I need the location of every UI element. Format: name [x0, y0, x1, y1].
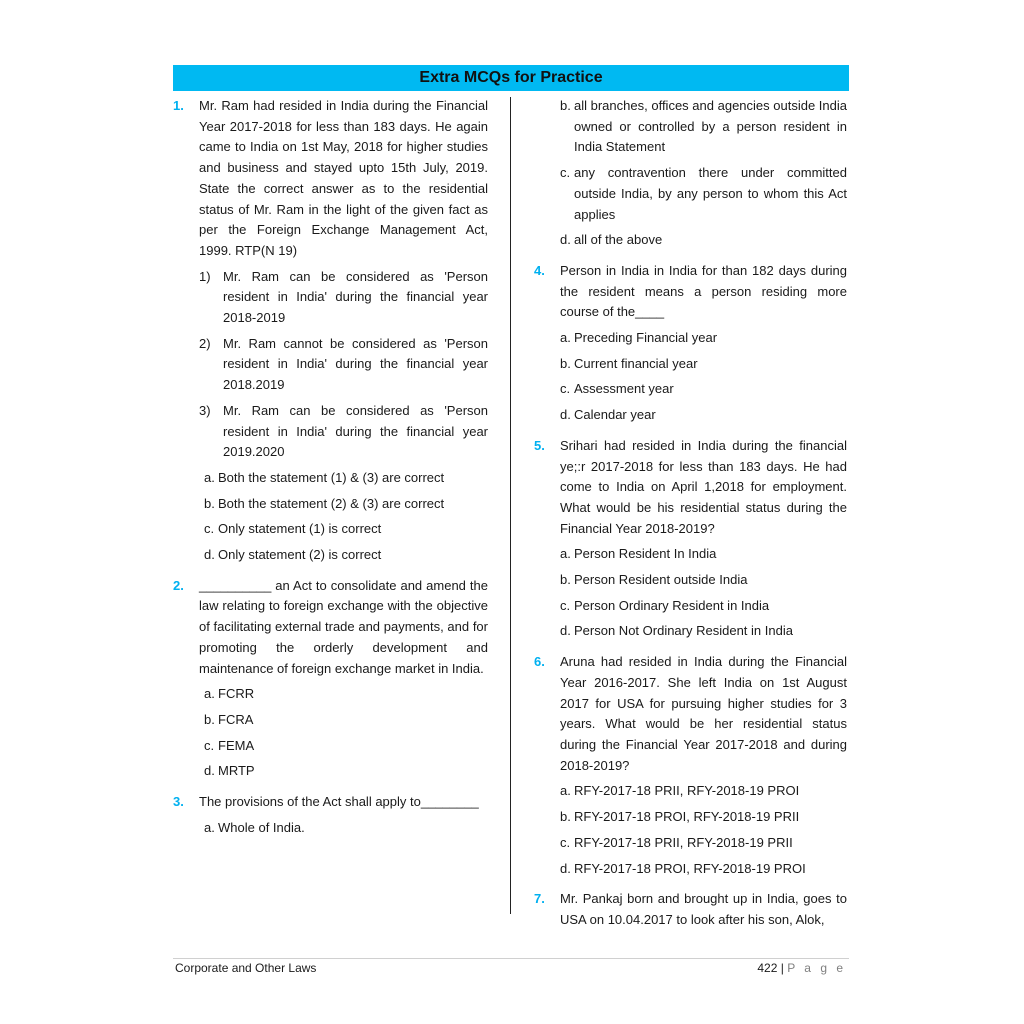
option: d. Only statement (2) is correct — [204, 547, 382, 563]
question-text: Mr. Ram had resided in India during the Financial Year 2017-2018 for less than 183 days. He again came to India on 1st May, 2018 for higher studies and business and stayed upto 15th July, 2019. State the correct answer as to the residential status of Mr. Ram in the light of the given fact as per the Foreign Exchange Management Act, 1999. RTP(N 19) — [199, 98, 488, 258]
question-4 — [534, 261, 847, 431]
option: a. RFY-2017-18 PRII, RFY-2018-19 PROI — [560, 783, 800, 799]
option: c. Only statement (1) is correct — [204, 521, 382, 537]
question-6 — [534, 652, 847, 884]
option: b. FCRA — [204, 711, 254, 727]
option: b. Both the statement (2) & (3) are correct — [204, 495, 445, 511]
question-5 — [534, 436, 847, 647]
question-text: Mr. Pankaj born and brought up in India, goes to USA on 10.04.2017 to look after his son, Alok, — [560, 891, 847, 927]
question-number: 7. — [534, 891, 545, 907]
question-text: The provisions of the Act shall apply to________ — [199, 794, 479, 810]
left-column — [173, 96, 488, 849]
option: d. Calendar year — [560, 407, 656, 423]
question-1 — [173, 96, 488, 571]
page-separator: | — [780, 961, 784, 975]
footer-divider — [173, 958, 849, 959]
question-text: Aruna had resided in India during the Financial Year 2016-2017. She left India on 1st August 2017 for USA for pursuing higher studies for 3 years. What would be her residential status during the Financial Year 2017-2018 and during 2018-2019? — [560, 654, 847, 773]
option: d. MRTP — [204, 763, 255, 779]
option: b. all branches, offices and agencies outside India owned or controlled by a person resident in India Statement — [560, 98, 847, 155]
option: a. Preceding Financial year — [560, 330, 718, 346]
option: b. Current financial year — [560, 355, 698, 371]
question-text: __________ an Act to consolidate and amend the law relating to foreign exchange with the objective of facilitating external trade and payments, and for promoting the orderly development and maintenance of foreign exchange market in India. — [199, 577, 488, 676]
statement: 1) Mr. Ram can be considered as 'Person resident in India' during the financial year 2018-2019 — [199, 268, 488, 326]
footer-page — [757, 961, 846, 975]
page-word: P a g e — [787, 961, 846, 975]
column-divider — [510, 97, 511, 914]
option: a. Whole of India. — [204, 819, 305, 835]
option: b. RFY-2017-18 PROI, RFY-2018-19 PRII — [560, 809, 800, 825]
option: c. Person Ordinary Resident in India — [560, 597, 770, 613]
option: c. Assessment year — [560, 381, 674, 397]
option: d. all of the above — [560, 232, 663, 248]
question-number: 5. — [534, 437, 545, 453]
question-3 — [173, 792, 488, 843]
option: c. RFY-2017-18 PRII, RFY-2018-19 PRII — [560, 834, 793, 850]
option: c. any contravention there under committed outside India, by any person to whom this Act applies — [560, 165, 847, 222]
question-3-continued — [534, 96, 847, 256]
section-title: Extra MCQs for Practice — [419, 69, 603, 86]
option: c. FEMA — [204, 737, 255, 753]
question-7 — [534, 889, 847, 935]
question-number: 3. — [173, 794, 184, 810]
option: a. FCRR — [204, 686, 255, 702]
question-text: Person in India in India for than 182 days during the resident means a person residing more course of the____ — [560, 262, 847, 320]
option: b. Person Resident outside India — [560, 572, 748, 588]
footer-book-title: Corporate and Other Laws — [175, 961, 317, 975]
option: a. Person Resident In India — [560, 546, 717, 562]
section-header — [173, 65, 849, 91]
question-text: Srihari had resided in India during the financial ye;:r 2017-2018 for less than 183 days. He had come to India on April 1,2018 for employment. What would be his residential status during the Financial Year 2018-2019? — [560, 437, 847, 536]
option: a. Both the statement (1) & (3) are correct — [204, 469, 445, 485]
question-number: 6. — [534, 654, 545, 670]
option: d. Person Not Ordinary Resident in India — [560, 623, 793, 639]
question-number: 2. — [173, 577, 184, 593]
right-column — [534, 96, 847, 941]
statement: 2) Mr. Ram cannot be considered as 'Person resident in India' during the financial year 2018.2019 — [199, 335, 488, 393]
question-number: 4. — [534, 262, 545, 278]
page-number: 422 — [757, 961, 778, 975]
statement: 3) Mr. Ram can be considered as 'Person resident in India' during the financial year 2019.2020 — [199, 402, 488, 460]
question-2 — [173, 576, 488, 787]
question-number: 1. — [173, 98, 184, 113]
option: d. RFY-2017-18 PROI, RFY-2018-19 PROI — [560, 860, 806, 876]
